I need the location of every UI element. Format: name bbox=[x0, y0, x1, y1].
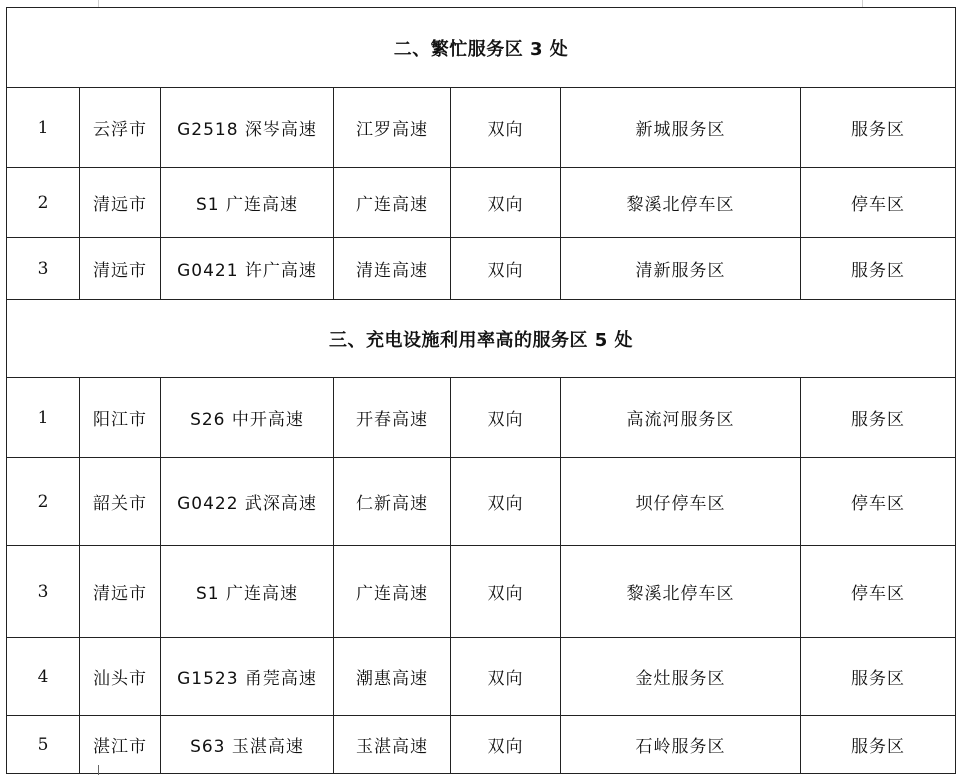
table-row bbox=[7, 716, 956, 774]
area-type-cell: 停车区 bbox=[801, 458, 956, 546]
road-section-cell: 开春高速 bbox=[334, 378, 451, 458]
service-area-table bbox=[6, 7, 956, 774]
area-name-cell: 清新服务区 bbox=[561, 238, 801, 300]
area-name-cell: 金灶服务区 bbox=[561, 638, 801, 716]
direction-cell: 双向 bbox=[451, 638, 561, 716]
city-cell: 汕头市 bbox=[80, 638, 161, 716]
table-row bbox=[7, 88, 956, 168]
table-row bbox=[7, 238, 956, 300]
section-header-row bbox=[7, 8, 956, 88]
direction-cell: 双向 bbox=[451, 238, 561, 300]
area-name-cell: 黎溪北停车区 bbox=[561, 168, 801, 238]
table-row bbox=[7, 168, 956, 238]
expressway-cell: S1 广连高速 bbox=[161, 546, 334, 638]
row-number: 1 bbox=[7, 378, 80, 458]
city-cell: 云浮市 bbox=[80, 88, 161, 168]
area-type-cell: 停车区 bbox=[801, 168, 956, 238]
area-type-cell: 服务区 bbox=[801, 378, 956, 458]
row-number: 5 bbox=[7, 716, 80, 774]
city-cell: 阳江市 bbox=[80, 378, 161, 458]
table-row bbox=[7, 546, 956, 638]
area-type-cell: 服务区 bbox=[801, 638, 956, 716]
city-cell: 湛江市 bbox=[80, 716, 161, 774]
area-type-cell: 停车区 bbox=[801, 546, 956, 638]
expressway-cell: S26 中开高速 bbox=[161, 378, 334, 458]
row-number: 2 bbox=[7, 458, 80, 546]
expressway-cell: S63 玉湛高速 bbox=[161, 716, 334, 774]
row-number: 3 bbox=[7, 238, 80, 300]
area-type-cell: 服务区 bbox=[801, 716, 956, 774]
row-number: 2 bbox=[7, 168, 80, 238]
row-number: 1 bbox=[7, 88, 80, 168]
road-section-cell: 清连高速 bbox=[334, 238, 451, 300]
expressway-cell: G0421 许广高速 bbox=[161, 238, 334, 300]
expressway-cell: G1523 甬莞高速 bbox=[161, 638, 334, 716]
city-cell: 清远市 bbox=[80, 168, 161, 238]
row-number: 4 bbox=[7, 638, 80, 716]
direction-cell: 双向 bbox=[451, 716, 561, 774]
city-cell: 韶关市 bbox=[80, 458, 161, 546]
area-name-cell: 坝仔停车区 bbox=[561, 458, 801, 546]
expressway-cell: G0422 武深高速 bbox=[161, 458, 334, 546]
area-name-cell: 高流河服务区 bbox=[561, 378, 801, 458]
table-row bbox=[7, 378, 956, 458]
direction-cell: 双向 bbox=[451, 546, 561, 638]
direction-cell: 双向 bbox=[451, 458, 561, 546]
road-section-cell: 潮惠高速 bbox=[334, 638, 451, 716]
area-type-cell: 服务区 bbox=[801, 88, 956, 168]
area-name-cell: 石岭服务区 bbox=[561, 716, 801, 774]
road-section-cell: 玉湛高速 bbox=[334, 716, 451, 774]
section-title: 二、繁忙服务区 3 处 bbox=[7, 8, 956, 88]
road-section-cell: 江罗高速 bbox=[334, 88, 451, 168]
expressway-cell: G2518 深岑高速 bbox=[161, 88, 334, 168]
area-name-cell: 新城服务区 bbox=[561, 88, 801, 168]
expressway-cell: S1 广连高速 bbox=[161, 168, 334, 238]
text-cursor-mark bbox=[98, 765, 99, 775]
table-row bbox=[7, 458, 956, 546]
row-number: 3 bbox=[7, 546, 80, 638]
city-cell: 清远市 bbox=[80, 546, 161, 638]
table-row bbox=[7, 638, 956, 716]
direction-cell: 双向 bbox=[451, 88, 561, 168]
area-type-cell: 服务区 bbox=[801, 238, 956, 300]
section-title: 三、充电设施利用率高的服务区 5 处 bbox=[7, 300, 956, 378]
section-header-row bbox=[7, 300, 956, 378]
road-section-cell: 广连高速 bbox=[334, 546, 451, 638]
road-section-cell: 仁新高速 bbox=[334, 458, 451, 546]
city-cell: 清远市 bbox=[80, 238, 161, 300]
area-name-cell: 黎溪北停车区 bbox=[561, 546, 801, 638]
road-section-cell: 广连高速 bbox=[334, 168, 451, 238]
direction-cell: 双向 bbox=[451, 378, 561, 458]
direction-cell: 双向 bbox=[451, 168, 561, 238]
